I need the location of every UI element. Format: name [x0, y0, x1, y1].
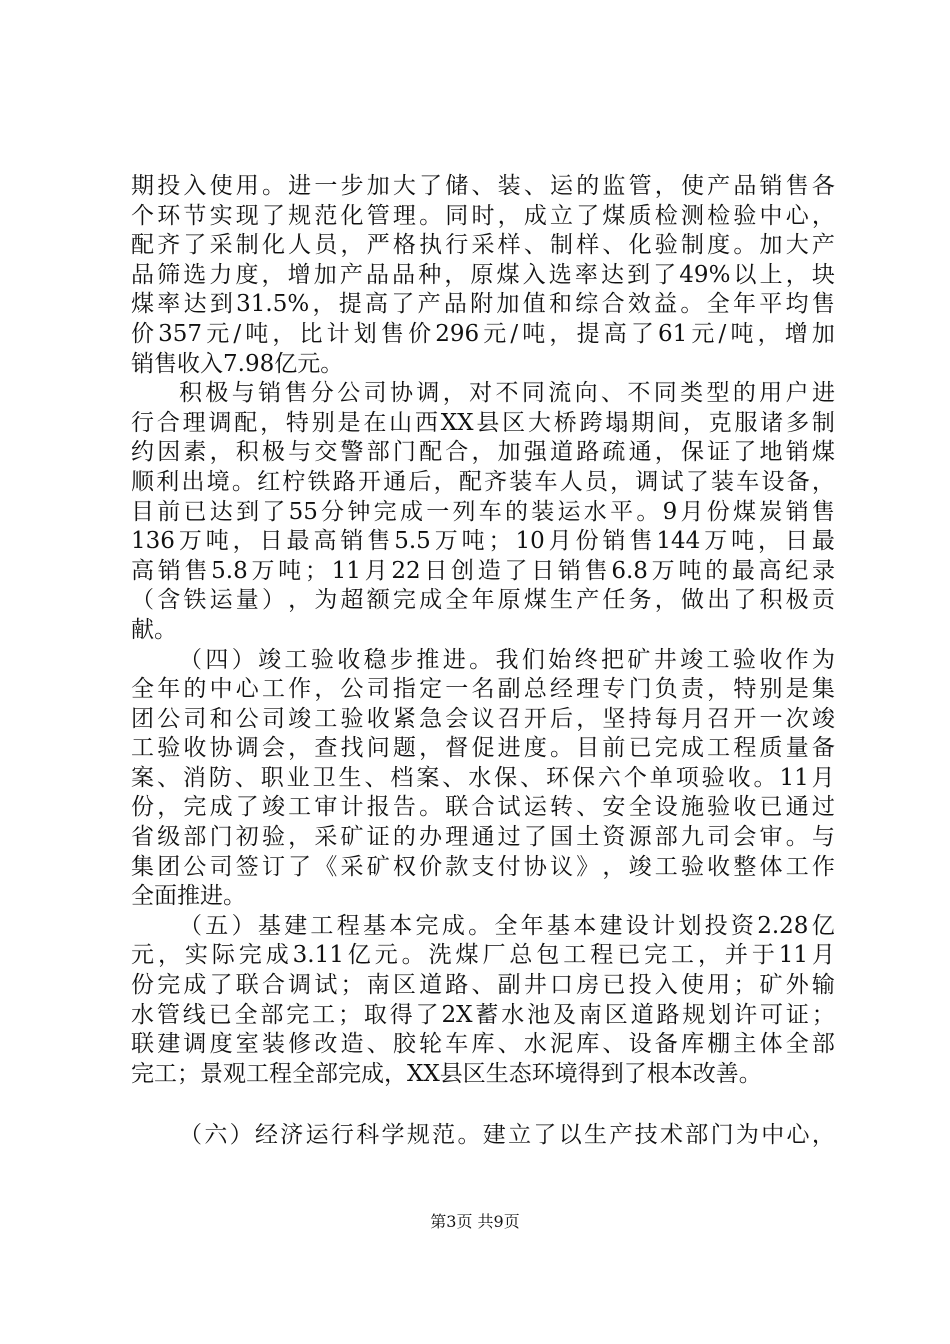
- text-line: （ 五 ） 基 建 工 程 基 本 完 成 。 全 年 基 本 建 设 计 划 投 资 2.28 亿: [179, 912, 835, 939]
- text-line: 团 公 司 和 公 司 竣 工 验 收 紧 急 会 议 召 开 后 ， 坚 持 每 月 召 开 一 次 竣: [131, 705, 835, 732]
- paragraph-gap: [131, 1089, 835, 1121]
- text-line: 全 年 的 中 心 工 作 ， 公 司 指 定 一 名 副 总 经 理 专 门 负 责 ， 特 别 是 集: [131, 676, 835, 703]
- text-line: 积 极 与 销 售 分 公 司 协 调 ， 对 不 同 流 向 、 不 同 类 型 的 用 户 进: [179, 380, 835, 407]
- paragraph: [131, 1121, 835, 1151]
- text-line: 工 验 收 协 调 会 ， 查 找 问 题 ， 督 促 进 度 。 目 前 已 完 成 工 程 质 量 备: [131, 735, 835, 762]
- page-footer: 第3页 共9页: [430, 1212, 520, 1231]
- text-line: 完工；景观工程全部完成，XX县区生态环境得到了根本改善。: [131, 1060, 762, 1087]
- text-line: 煤 率 达 到 31.5% ， 提 高 了 产 品 附 加 值 和 综 合 效 益 。 全 年 平 均 售: [131, 291, 835, 318]
- text-line: 约 因 素 ， 积 极 与 交 警 部 门 配 合 ， 加 强 道 路 疏 通 ， 保 证 了 地 销 煤: [131, 439, 835, 466]
- text-line: 联 建 调 度 室 装 修 改 造 、 胶 轮 车 库 、 水 泥 库 、 设 备 库 棚 主 体 全 部: [131, 1031, 835, 1058]
- text-line: （ 含 铁 运 量 ） ， 为 超 额 完 成 全 年 原 煤 生 产 任 务 ， 做 出 了 积 极 贡: [131, 587, 835, 614]
- text-line: 献。: [131, 616, 177, 643]
- text-line: 份 完 成 了 联 合 调 试 ； 南 区 道 路 、 副 井 口 房 已 投 入 使 用 ； 矿 外 输: [131, 972, 835, 999]
- text-line: 集 团 公 司 签 订 了 《 采 矿 权 价 款 支 付 协 议 》 ， 竣 工 验 收 整 体 工 作: [131, 853, 835, 880]
- text-line: 案 、 消 防 、 职 业 卫 生 、 档 案 、 水 保 、 环 保 六 个 单 项 验 收 。 11 月: [131, 764, 835, 791]
- text-line: 价 357 元 / 吨 ， 比 计 划 售 价 296 元 / 吨 ， 提 高 了 61 元 / 吨 ， 增 加: [131, 320, 835, 347]
- paragraph: [131, 912, 835, 1090]
- text-line: 个 环 节 实 现 了 规 范 化 管 理 。 同 时 ， 成 立 了 煤 质 检 测 检 验 中 心 ，: [131, 202, 835, 229]
- paragraph: [131, 646, 835, 912]
- text-line: （ 四 ） 竣 工 验 收 稳 步 推 进 。 我 们 始 终 把 矿 井 竣 工 验 收 作 为: [179, 646, 835, 673]
- text-line: 136 万 吨 ， 日 最 高 销 售 5.5 万 吨 ； 10 月 份 销 售 144 万 吨 ， 日 最: [131, 528, 835, 555]
- document-body: [131, 172, 835, 1151]
- text-line: 水 管 线 已 全 部 完 工 ； 取 得 了 2X 蓄 水 池 及 南 区 道 路 规 划 许 可 证 ；: [131, 1001, 835, 1028]
- text-line: 行 合 理 调 配 ， 特 别 是 在 山 西 XX 县 区 大 桥 跨 塌 期 间 ， 克 服 诸 多 制: [131, 409, 835, 436]
- text-line: 份 ， 完 成 了 竣 工 审 计 报 告 。 联 合 试 运 转 、 安 全 设 施 验 收 已 通 过: [131, 794, 835, 821]
- text-line: 顺 利 出 境 。 红 柠 铁 路 开 通 后 ， 配 齐 装 车 人 员 ， 调 试 了 装 车 设 备 ，: [131, 468, 835, 495]
- text-line: 全面推进。: [131, 883, 246, 910]
- text-line: 销售收入7.98亿元。: [131, 350, 344, 377]
- text-line: 配 齐 了 采 制 化 人 员 ， 严 格 执 行 采 样 、 制 样 、 化 验 制 度 。 加 大 产: [131, 232, 835, 259]
- paragraph: [131, 379, 835, 645]
- paragraph: [131, 172, 835, 379]
- text-line: 期 投 入 使 用 。 进 一 步 加 大 了 储 、 装 、 运 的 监 管 ， 使 产 品 销 售 各: [131, 173, 835, 199]
- text-line: 品 筛 选 力 度 ， 增 加 产 品 品 种 ， 原 煤 入 选 率 达 到 了 49% 以 上 ， 块: [131, 261, 835, 288]
- text-line: （ 六 ） 经 济 运 行 科 学 规 范 。 建 立 了 以 生 产 技 术 部 门 为 中 心 ，: [179, 1122, 835, 1149]
- text-line: 高 销 售 5.8 万 吨 ； 11 月 22 日 创 造 了 日 销 售 6.8 万 吨 的 最 高 纪 录: [131, 557, 835, 584]
- text-line: 目 前 已 达 到 了 55 分 钟 完 成 一 列 车 的 装 运 水 平 。 9 月 份 煤 炭 销 售: [131, 498, 835, 525]
- text-line: 省 级 部 门 初 验 ， 采 矿 证 的 办 理 通 过 了 国 土 资 源 部 九 司 会 审 。 与: [131, 824, 835, 851]
- text-line: 元 ， 实 际 完 成 3.11 亿 元 。 洗 煤 厂 总 包 工 程 已 完 工 ， 并 于 11 月: [131, 942, 835, 969]
